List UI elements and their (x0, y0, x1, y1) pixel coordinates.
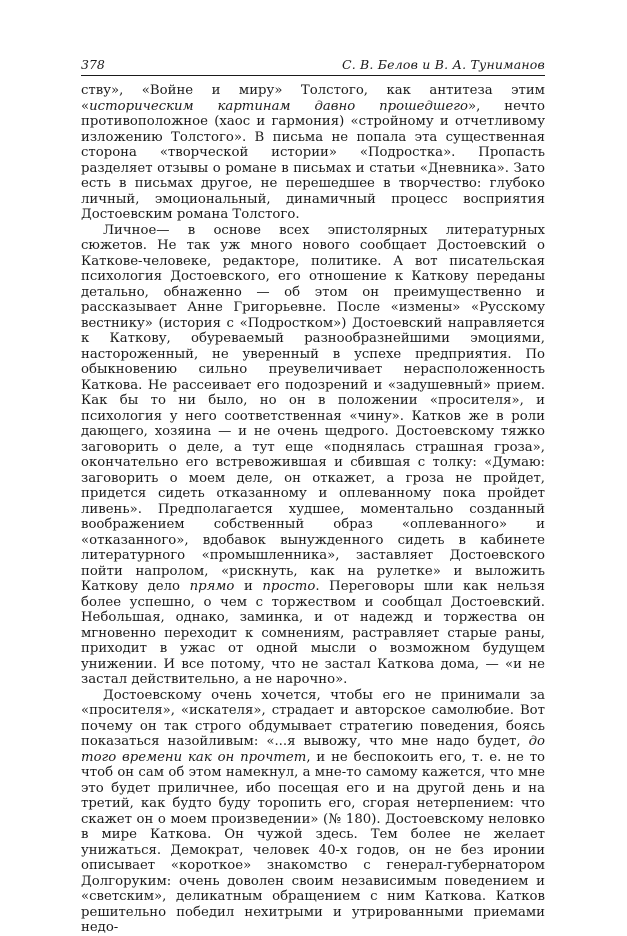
text-run: Личное— в основе всех эпистолярных литературных сюжетов. Не так уж много нового сообщает Достоевский о Каткове-человеке, редакторе, политике. А вот писательская психология Достоевского, его отношение к Каткову переданы детально, обнаженно — об этом он преимущественно и рассказывает Анне Григорьевне. После «измены» «Русскому вестнику» (история с «Подростком») Достоевский направляется к Каткову, обуреваемый разнообразнейшими эмоциями, настороженный, не уверенный в успехе предприятия. По обыкновению сильно преувеличивает нерасположенность Каткова. Не рассеивает его подозрений и «задушевный» прием. Как бы то ни было, но он в положении «просителя», и психология у него соответственная «чину». Катков же в роли дающего, хозяина — и не очень щедрого. Достоевскому тяжко заговорить о деле, а тут еще «поднялась страшная гроза», окончательно его встревожившая и сбившая с толку: «Думаю: заговорить о моем деле, он откажет, а гроза не пройдет, придется сидеть отказанному и оплеванному пока пройдет ливень». Предполагается худшее, моментально созданный воображением собственный образ «оплеванного» и «отказанного», вдобавок вынужденного сидеть в кабинете литературного «промышленника», заставляет Достоевского пойти напролом, «рискнуть, как на рулетке» и выложить Каткову дело (81, 222, 545, 594)
book-page (81, 55, 545, 936)
body-text (81, 83, 545, 936)
text-run: и (234, 579, 263, 594)
paragraph (81, 83, 545, 223)
text-run: », нечто противоположное (хаос и гармония) «стройному и отчетливому изложению Толстого». В письма не попала эта существенная сторона «творческой истории» «Подростка». Пропасть разделяет отзывы о романе в письмах и статьи «Дневника». Зато есть в письмах другое, не перешедшее в творчество: глубоко личный, эмоциональный, динамичный процесс восприятия Достоевским романа Толстого. (81, 98, 545, 222)
page-number: 378 (81, 57, 105, 72)
italic-text-run: до того времени как он прочтет (81, 734, 545, 765)
text-run: . Переговоры шли как нельзя более успешно, о чем с торжеством и сообщал Достоевский. Небольшая, однако, заминка, и от надежд и торжества он мгновенно переходит к сомнениям, растравляет старые раны, приходит в ужас от одной мысли о возможном будущем унижении. И все потому, что не застал Каткова дома, — «и не застал действительно, а не нарочно». (81, 579, 545, 687)
running-head (81, 55, 545, 76)
text-run: , и не беспокоить его, т. е. не то чтоб он сам об этом намекнул, а мне-то самому кажется, что мне это будет приличнее, ибо посещая его и на другой день и на третий, как будто буду торопить его, сгорая нетерпением: что скажет он о моем произведении» (№ 180). Достоевскому неловко в мире Каткова. Он чужой здесь. Тем более не желает унижаться. Демократ, человек 40-х годов, он не без иронии описывает «короткое» знакомство с генерал-губернатором Долгоруким: очень доволен своим независимым поведением и «светским», деликатным обращением с ним Каткова. Катков решительно победил нехитрыми и утрированными приемами недо- (81, 749, 546, 935)
paragraph (81, 223, 545, 688)
paragraph (81, 688, 545, 936)
italic-text-run: прямо (189, 579, 235, 594)
italic-text-run: просто (262, 579, 316, 594)
italic-text-run: историческим картинам давно прошедшего (89, 98, 468, 114)
text-run: Достоевскому очень хочется, чтобы его не принимали за «просителя», «искателя», страдает и авторское самолюбие. Вот почему он так строго обдумывает стратегию поведения, боясь показаться назойливым: «...я вывожу, что мне надо будет, (81, 687, 545, 749)
running-title: С. В. Белов и В. А. Туниманов (341, 57, 545, 72)
text-run: ству», «Войне и миру» Толстого, как антитеза этим « (81, 83, 545, 114)
